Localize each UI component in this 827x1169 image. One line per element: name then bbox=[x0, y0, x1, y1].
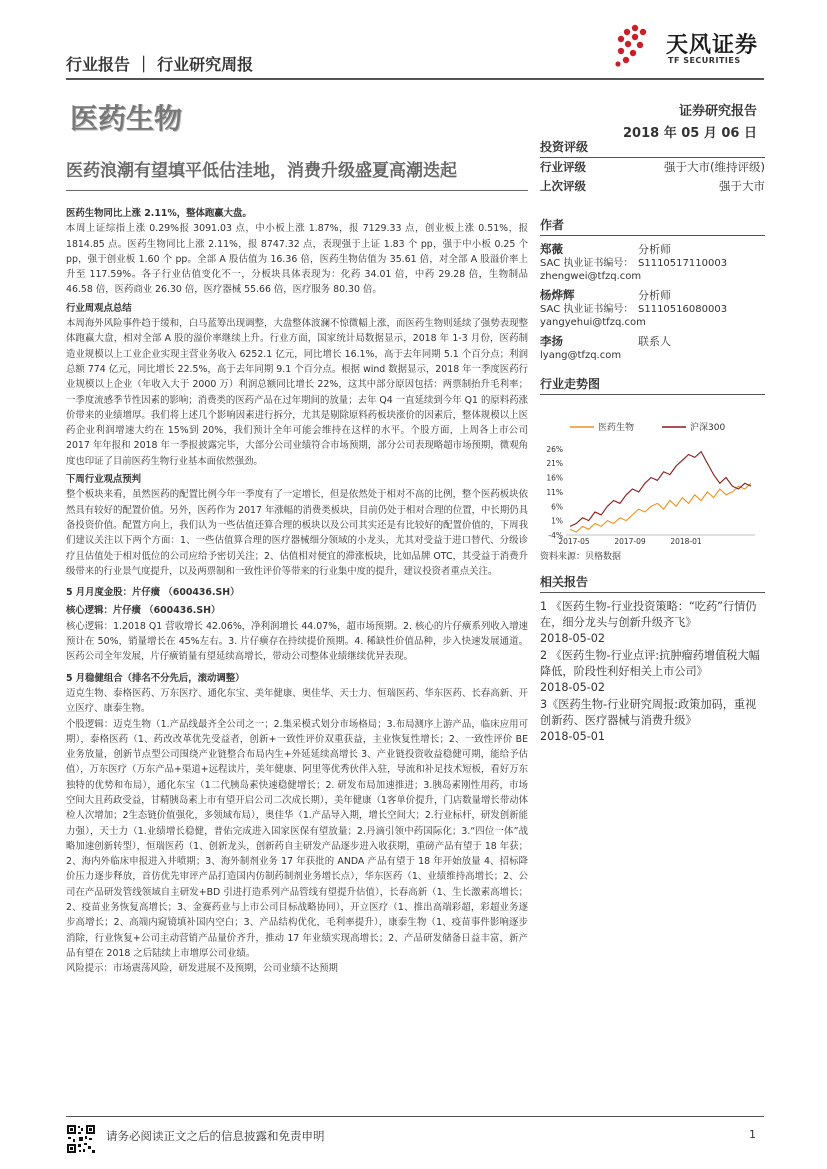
author-role: 分析师 bbox=[638, 243, 671, 256]
paragraph: 本周上证综指上涨 0.29%报 3091.03 点，中小板上涨 1.87%，报 7129.33 点，创业板上涨 0.51%，报 1814.85 点。医药生物同比上涨 2.11%，报 8747.32 点，表现强于上证 1.83 个 pp，强于中小板 0.25 个 pp，强于创业板 1.60 个 pp。全部 A 股估值为 16.36 倍，医药生物估值为 35.61 倍，对全部 A 股溢价率上升至 117.59%。各子行业估值变化不一，分板块具体表现为：化药 34.01 倍，中药 29.28 倍，生物制品 46.58 倍，医药商业 26.30 倍，医疗器械 55.66 倍，医疗服务 80.30 倍。 bbox=[66, 223, 528, 296]
cert-number: S1110516080003 bbox=[638, 304, 728, 315]
trend-chart bbox=[540, 395, 765, 545]
industry-rating-row bbox=[540, 158, 765, 177]
footer-disclaimer: 请务必阅读正文之后的信息披露和免责申明 bbox=[106, 1129, 325, 1143]
related-heading: 相关报告 bbox=[540, 573, 765, 593]
y-tick-label: 1% bbox=[551, 516, 563, 526]
brand-name-en: TF SECURITIES bbox=[668, 56, 741, 65]
y-tick-label: 21% bbox=[546, 459, 563, 469]
qr-code-icon bbox=[66, 1124, 96, 1154]
author-name: 李扬 bbox=[540, 334, 563, 348]
company-logo bbox=[610, 22, 790, 74]
related-reports bbox=[540, 573, 765, 746]
related-item[interactable] bbox=[540, 697, 765, 745]
cert-label: SAC 执业证书编号： bbox=[540, 258, 634, 269]
header-divider bbox=[66, 78, 764, 80]
paragraph: 个股逻辑：迈克生物（1.产品线最齐全公司之一；2.集采模式划分市场格局；3.布局测序上游产品，临床应用可期），泰格医药（1、药改改革优先受益者，创新+一致性评价双重获益，主业恢复性增长；2、一致性评价 BE 业务放量，创新节点型公司围绕产业链整合布局内生+外延延续高增长 3、产业链投资收益稳健可期，能给予估值），万东医疗（万东产品+渠道+远程读片，美年健康、阿里等优秀伙伴入驻，导流和补足技术短板，看好万东独特的优势和布局），通化东宝（1二代胰岛素快速稳健增长；2. 研发布局加速推进；3.胰岛素刚性用药，市场空间大且药政受益，甘精胰岛素上市有望开启公司二次成长期），美年健康（1客单价提升，门店数量增长带动体检人次增加；2生态链价值强化，多领域布局），奥佳华（1.产品导入期，增长空间大；2.行业标杆，研发创新能力强），天士力（1.业绩增长稳健，普佑完成进入国家医保有望放量；2.丹滴引领中药国际化；3.“四位一体”战略加速创新转型），恒瑞医药（1、创新龙头，创新药自主研发产品逐步进入收获期，重磅产品有望于 18 年获；2、海内外临床申报进入井喷期；3、海外制剂业务 17 年获批的 ANDA 产品有望于 18 年开始放量 4、招标降价压力逐步释放，首仿优先审评产品打造国内仿制药制剂业务增长点），华东医药（1、业绩维持高增长；2、公司在产品研发管线领域自主研发+BD 引进打造系列产品管线有望提升估值），长春高新（1、生长激素高增长；2、疫苗业务恢复高增长；3、金赛药业与上市公司目标战略协同），开立医疗（1、推出高端彩超，彩超业务逐步高增长；2、高端内窥镜填补国内空白；3、产品结构优化，毛利率提升），康泰生物（1、疫苗事件影响逐步消除，行业恢复+公司主动营销产品量价齐升，推动 17 年业绩实现高增长；2、产品研发储备日益丰富，新产品有望在 2018 之后陆续上市增厚公司业绩。 bbox=[66, 718, 528, 959]
x-tick-label: 2017-09 bbox=[614, 537, 646, 545]
section-heading: 医药生物同比上涨 2.11%，整体跑赢大盘。 bbox=[66, 208, 252, 219]
page-number: 1 bbox=[749, 1128, 756, 1141]
series-line bbox=[570, 483, 751, 532]
section-heading: 5 月月度金股：片仔癀 （600436.SH） bbox=[66, 587, 240, 599]
related-item-title[interactable]: 3《医药生物-行业研究周报:政策加码，重视创新药、医疗器械与消费升级》 bbox=[540, 698, 757, 727]
series-line bbox=[570, 452, 751, 527]
research-label: 证券研究报告 bbox=[678, 104, 757, 119]
risk-note: 风险提示：市场震荡风险，研发进展不及预期，公司业绩不达预期 bbox=[66, 963, 338, 975]
author-name: 杨烨辉 bbox=[540, 288, 575, 302]
chart-source: 资料来源：贝格数据 bbox=[540, 552, 622, 562]
paragraph: 整个板块来看，虽然医药的配置比例今年一季度有了一定增长，但是依然处于相对不高的比例，整个医药板块依然具有较好的配置价值。另外，医药作为 2017 年涨幅的消费类板块，目前仍处于相对合理的位置，中长期仍具备投资价值。配置方向上，我们认为一些估值还算合理的板块以及公司其实还是有比较好的配置价值的，下周我们建议关注以下两个方面：1、一些估值算合理的医疗器械细分领域的小龙头，尤其对受益于进口替代、分级诊疗且估值处于相对低位的公司应给予密切关注；2、估值相对便宜的滞涨板块，比如品牌 OTC，其受益于消费升级带来的行业景气度提升，以及两票制和一致性评价等带来的行业集中度的提升，建议投资者重点关注。 bbox=[66, 489, 528, 577]
cert-label: SAC 执业证书编号： bbox=[540, 304, 634, 315]
paragraph: 迈克生物、泰格医药、万东医疗、通化东宝、美年健康、奥佳华、天士力、恒瑞医药、华东医药、长春高新、开立医疗、康泰生物。 bbox=[66, 687, 528, 715]
report-body bbox=[66, 203, 528, 977]
rating-label: 上次评级 bbox=[540, 179, 586, 193]
section-heading: 行业周观点总结 bbox=[66, 302, 132, 314]
author-entry bbox=[540, 241, 765, 283]
report-title: 医药浪潮有望填平低估洼地，消费升级盛夏高潮迭起 bbox=[66, 161, 457, 181]
author-email[interactable]: zhengwei@tfzq.com bbox=[540, 271, 642, 282]
related-list bbox=[540, 599, 765, 745]
author-email[interactable]: lyang@tfzq.com bbox=[540, 350, 622, 361]
related-item-date: 2018-05-02 bbox=[540, 632, 606, 645]
cert-number: S1110517110003 bbox=[638, 258, 728, 269]
prev-rating-row bbox=[540, 177, 765, 196]
section-heading: 下周行业观点预判 bbox=[66, 474, 142, 486]
chart-heading: 行业走势图 bbox=[540, 375, 765, 395]
author-name: 郑薇 bbox=[540, 242, 563, 256]
tf-logo-icon bbox=[610, 22, 660, 72]
brand-name: 天风证券 bbox=[666, 33, 759, 58]
authors-heading: 作者 bbox=[540, 216, 765, 236]
y-tick-label: -4% bbox=[548, 531, 563, 540]
related-item[interactable] bbox=[540, 599, 765, 647]
legend-label: 沪深300 bbox=[690, 423, 726, 433]
rating-heading: 投资评级 bbox=[540, 138, 765, 158]
related-item[interactable] bbox=[540, 648, 765, 696]
x-tick-label: 2018-01 bbox=[670, 537, 702, 545]
author-role: 联系人 bbox=[638, 335, 671, 348]
title-divider bbox=[66, 190, 528, 191]
y-tick-label: 6% bbox=[551, 502, 563, 512]
trend-chart-section bbox=[540, 375, 765, 562]
author-entry bbox=[540, 287, 765, 329]
related-item-title[interactable]: 1 《医药生物-行业投资策略：“吃药”行情仍在，细分龙头与创新升级齐飞》 bbox=[540, 600, 757, 629]
author-role: 分析师 bbox=[638, 289, 671, 302]
author-entry bbox=[540, 333, 765, 362]
section-heading: 核心逻辑：片仔癀 （600436.SH） bbox=[66, 605, 221, 617]
y-tick-label: 11% bbox=[546, 487, 563, 497]
legend-label: 医药生物 bbox=[598, 423, 635, 433]
section-heading: 5 月稳健组合（排名不分先后，滚动调整） bbox=[66, 672, 245, 684]
y-tick-label: 26% bbox=[546, 444, 563, 454]
y-tick-label: 16% bbox=[546, 473, 563, 483]
related-item-date: 2018-05-01 bbox=[540, 730, 606, 743]
rating-value: 强于大市 bbox=[719, 179, 765, 193]
related-item-title[interactable]: 2 《医药生物-行业点评:抗肿瘤药增值税大幅降低，阶段性利好相关上市公司》 bbox=[540, 649, 760, 678]
page-footer bbox=[66, 1116, 764, 1156]
rating-value: 强于大市(维持评级) bbox=[664, 160, 765, 174]
author-email[interactable]: yangyehui@tfzq.com bbox=[540, 317, 646, 328]
report-date: 2018 年 05 月 06 日 bbox=[623, 126, 757, 141]
sidebar bbox=[540, 138, 765, 362]
paragraph: 本周海外风险事件趋于缓和，白马蓝筹出现调整，大盘整体波澜不惊微幅上涨，而医药生物则延续了强势表现整体跑赢大盘，相对全部 A 股的溢价率继续上升。行业方面，国家统计局数据显示，2018 年 1-3 月份，医药制造业规模以上工业企业实现主营业务收入 6252.1 亿元，同比增长 16.1%，高于去年同期 5.1 个百分点；利润总额 774 亿元，同比增长 22.5%，高于去年同期 9.1 个百分点。根据 wind 数据显示，2018 年一季度医药行业规模以上企业（年收入大于 2000 万）利润总额同比增长 22%，这其中部分原因包括：两票制抬升毛利率；一季度流感季节性因素的影响；消费类的医药产品在过年期间的放量；去年 Q4 一直延续到今年 Q1 的原料药涨价带来的业绩增厚。我们将上述几个影响因素进行拆分，尤其是剔除原料药板块涨价的因素后，整体规模以上医药企业利润增速大约在 15%到 20%，我们预计全年可能会维持在这样的水平。个股方面，上周各上市公司 2017 年年报和 2018 年一季报披露完毕，大部分公司业绩符合市场预期，部分公司表现略超市场预期，微观角度也印证了目前医药生物行业基本面依然强劲。 bbox=[66, 318, 528, 467]
report-type: 行业报告 ｜ 行业研究周报 bbox=[66, 55, 254, 74]
sector-title: 医药生物 bbox=[70, 102, 183, 135]
rating-label: 行业评级 bbox=[540, 160, 586, 174]
related-item-date: 2018-05-02 bbox=[540, 681, 606, 694]
paragraph: 核心逻辑：1.2018 Q1 营收增长 42.06%，净利润增长 44.07%，超市场预期。2. 核心的片仔癀系列收入增速预计在 50%，销量增长在 45%左右。3. 片仔癀存在持续提价预期。4. 稀缺性价值品种，步入快速发展通道。医药公司全年发展，片仔癀销量有望延续高增长，带动公司整体业绩继续优异表现。 bbox=[66, 620, 528, 663]
footer-divider bbox=[66, 1116, 764, 1117]
x-tick-label: 2017-05 bbox=[558, 537, 590, 545]
